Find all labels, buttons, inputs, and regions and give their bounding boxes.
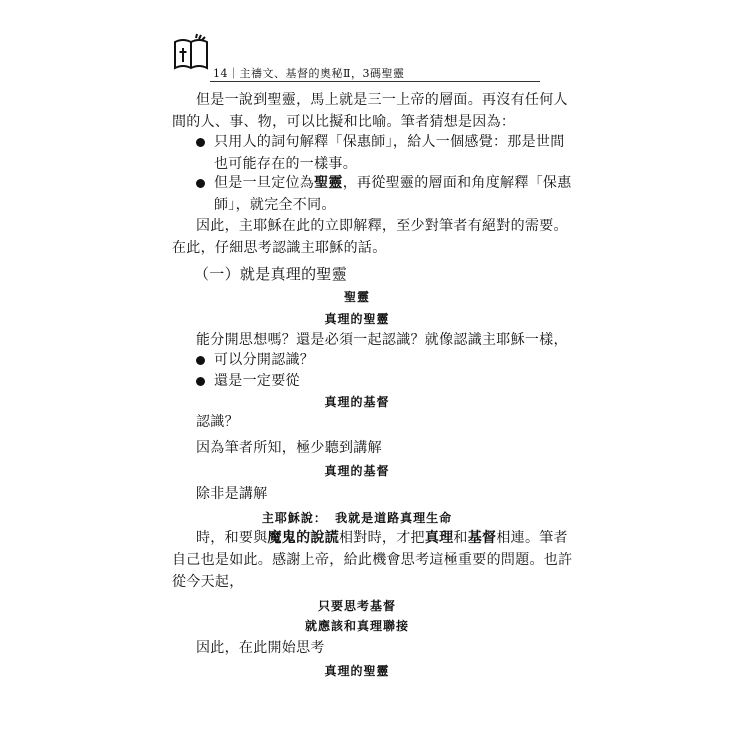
bullet-dot-icon — [196, 138, 205, 147]
emphasis-heading: 真理的聖靈 — [324, 312, 390, 326]
paragraph-line: 時，和要與魔鬼的說謊相對時，才把真理和基督相連。筆者 — [196, 530, 568, 546]
header-rule — [210, 81, 540, 82]
emphasis-heading: 就應該和真理聯接 — [304, 619, 409, 633]
bullet-text: 還是一定要從 — [214, 373, 300, 389]
bullet-text: 但是一旦定位為聖靈，再從聖靈的層面和角度解釋「保惠 — [214, 175, 572, 191]
emphasis-heading: 真理的基督 — [324, 464, 390, 478]
bullet-text: 只用人的詞句解釋「保惠師」，給人一個感覺：那是世間 — [214, 134, 565, 150]
paragraph-line: 在此，仔細思考認識主耶穌的話。 — [172, 240, 387, 256]
emphasis-heading: 真理的聖靈 — [324, 664, 390, 678]
bullet-dot-icon — [196, 377, 205, 386]
paragraph-line: 但是一說到聖靈，馬上就是三一上帝的層面。再沒有任何人 — [196, 92, 568, 108]
section-heading: （一）就是真理的聖靈 — [194, 265, 348, 283]
paragraph-line: 間的人、事、物，可以比擬和比喻。筆者猜想是因為： — [172, 114, 516, 130]
keyword: 聖靈 — [314, 175, 343, 191]
open-book-cross-icon — [172, 28, 210, 72]
bullet-text: 也可能存在的一樣事。 — [214, 156, 357, 172]
emphasis-heading: 真理的基督 — [324, 395, 390, 409]
keyword: 魔鬼的說謊 — [267, 530, 339, 546]
paragraph-line: 因此，主耶穌在此的立即解釋，至少對筆者有絕對的需要。 — [196, 218, 568, 234]
paragraph-line: 從今天起， — [172, 574, 244, 590]
running-header: 14｜主禱文、基督的奧秘Ⅱ，3碼聖靈 — [213, 67, 405, 80]
keyword: 基督 — [467, 530, 497, 546]
paragraph-line: 因此，在此開始思考 — [196, 640, 325, 656]
paragraph-line: 除非是講解 — [196, 486, 268, 502]
bullet-dot-icon — [196, 356, 205, 365]
bullet-dot-icon — [196, 179, 205, 188]
paragraph-line: 認識？ — [196, 414, 239, 430]
emphasis-heading: 主耶穌說： 我就是道路真理生命 — [261, 511, 453, 525]
bullet-text: 師」，就完全不同。 — [214, 197, 336, 213]
paragraph-line: 自己也是如此。感謝上帝，給此機會思考這極重要的問題。也許 — [172, 552, 573, 568]
paragraph-line: 因為筆者所知，極少聽到講解 — [196, 440, 382, 456]
paragraph-line: 能分開思想嗎？還是必須一起認識？就像認識主耶穌一樣， — [196, 332, 568, 348]
keyword: 真理 — [424, 530, 454, 546]
emphasis-heading: 只要思考基督 — [317, 599, 396, 613]
bullet-text: 可以分開認識？ — [214, 352, 315, 368]
emphasis-heading: 聖靈 — [343, 290, 370, 304]
